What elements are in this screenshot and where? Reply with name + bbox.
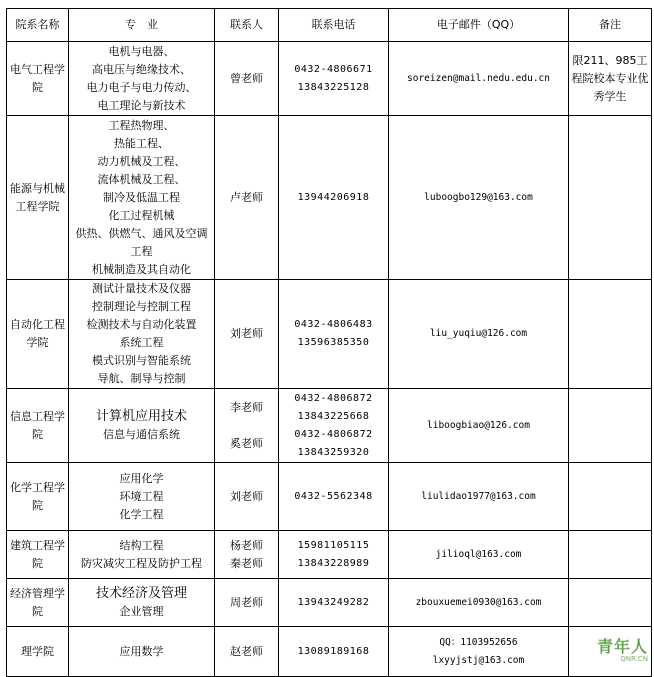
major-item: 电工理论与新技术 [97,98,186,112]
watermark-sub: QNR.CN [620,655,648,663]
note-cell [569,280,652,389]
phone-number: 0432-4806872 [294,392,373,404]
college-name: 经济管理学院 [10,586,65,618]
college-cell [7,116,69,280]
header-major: 专 业 [69,9,215,42]
college-name: 电气工程学院 [10,62,65,94]
contact-cell [215,116,279,280]
contact-name: 李老师 [230,400,263,414]
contact-cell [215,531,279,579]
college-name: 化学工程学院 [10,480,65,512]
note-cell [569,463,652,531]
table-row [7,463,652,531]
table-row [7,531,652,579]
phone-cell [279,42,389,116]
major-item: 导航、制导与控制 [97,372,186,385]
college-name: 理学院 [21,644,54,658]
email-address: zbouxuemei0930@163.com [415,596,542,608]
phone-number: 13843259320 [297,446,370,458]
major-cell [69,627,215,677]
contact-name: 秦老师 [230,556,263,570]
college-name: 信息工程学院 [10,409,65,441]
contact-cell [215,579,279,627]
major-cell [69,280,215,389]
phone-number: 0432-4806483 [294,319,373,330]
phone-number: 0432-4806872 [294,428,373,440]
major-cell [69,531,215,579]
phone-number: 13843228989 [297,557,370,569]
contact-name: 卢老师 [230,190,263,204]
major-item: 检测技术与自动化装置 [86,318,197,331]
major-cell [69,42,215,116]
contact-cell [215,42,279,116]
header-email: 电子邮件（QQ） [389,9,569,42]
table-row [7,42,652,116]
major-cell [69,579,215,627]
major-item: 化学工程 [119,507,164,521]
header-college: 院系名称 [7,9,69,42]
contact-name: 刘老师 [230,327,263,340]
phone-number: 13843225668 [297,410,370,422]
college-cell [7,531,69,579]
table-row [7,389,652,463]
header-contact: 联系人 [215,9,279,42]
note-cell [569,579,652,627]
phone-number: 13843225128 [297,81,370,93]
college-name: 建筑工程学院 [10,538,65,570]
contact-name: 杨老师 [230,538,263,552]
major-item: 制冷及低温工程 [103,190,180,204]
table-row [7,116,652,280]
major-item: 电力电子与电力传动、 [86,80,197,94]
note-cell [569,116,652,280]
college-name: 能源与机械工程学院 [10,181,65,213]
table-row [7,280,652,389]
email-address: luboogbo129@163.com [424,191,533,203]
email-cell [389,579,569,627]
note-cell [569,531,652,579]
major-item: 测试计量技术及仪器 [92,282,191,295]
contact-name: 曾老师 [230,71,263,85]
phone-number: 13944206918 [297,191,370,203]
note-text: 限211、985工程院校本专业优秀学生 [571,53,649,103]
phone-number: 0432-5562348 [294,490,373,502]
college-cell [7,389,69,463]
major-item: 计算机应用技术 [95,408,187,424]
major-item: 流体机械及工程、 [97,172,186,186]
major-item: 电机与电器、 [108,44,175,58]
major-cell [69,463,215,531]
major-item: 热能工程、 [114,136,169,150]
email-address: liboogbiao@126.com [427,419,530,431]
phone-cell [279,579,389,627]
email-address: QQ：1103952656 [439,636,518,648]
phone-cell [279,280,389,389]
contact-cell [215,627,279,677]
major-item: 化工过程机械 [108,208,175,222]
major-item: 工程热物理、 [108,118,175,132]
college-cell [7,42,69,116]
phone-number: 13089189168 [297,645,370,657]
phone-cell [279,463,389,531]
contact-name: 奚老师 [230,436,263,450]
college-cell [7,579,69,627]
phone-number: 13596385350 [297,337,370,348]
major-item: 控制理论与控制工程 [92,300,191,313]
major-cell [69,389,215,463]
major-item: 信息与通信系统 [103,427,180,441]
college-cell [7,280,69,389]
phone-number: 0432-4806671 [294,63,373,75]
header-phone: 联系电话 [279,9,389,42]
contact-name: 周老师 [230,595,263,609]
college-name: 自动化工程学院 [10,318,65,349]
major-item: 企业管理 [119,604,164,618]
email-cell [389,627,569,677]
note-cell [569,42,652,116]
major-cell [69,116,215,280]
contact-cell [215,280,279,389]
phone-cell [279,627,389,677]
major-item: 应用化学 [119,471,164,485]
major-item: 模式识别与智能系统 [92,354,191,367]
watermark-main: 青年人 [596,637,648,656]
major-item: 动力机械及工程、 [97,154,186,168]
table-header-row [7,9,652,42]
email-address: jilioql@163.com [435,548,522,560]
contact-cell [215,463,279,531]
phone-cell [279,116,389,280]
email-address: soreizen@mail.nedu.edu.cn [407,72,550,84]
email-cell [389,280,569,389]
email-cell [389,531,569,579]
email-address: liulidao1977@163.com [421,490,536,502]
email-address: lxyyjstj@163.com [432,654,525,666]
major-item: 结构工程 [119,538,164,552]
major-item: 系统工程 [119,336,164,349]
major-item: 供热、供燃气、通风及空调工程 [75,226,208,258]
major-item: 应用数学 [119,644,164,658]
table-row [7,579,652,627]
college-cell [7,463,69,531]
email-cell [389,463,569,531]
email-address: liu_yuqiu@126.com [429,328,528,339]
email-cell [389,116,569,280]
major-item: 技术经济及管理 [95,585,187,601]
phone-cell [279,389,389,463]
email-cell [389,42,569,116]
contact-name: 赵老师 [230,644,263,658]
note-cell [569,389,652,463]
contact-table [6,8,652,677]
college-cell [7,627,69,677]
header-note: 备注 [569,9,652,42]
contact-cell [215,389,279,463]
table-row [7,627,652,677]
major-item: 环境工程 [119,489,164,503]
phone-number: 13943249282 [297,596,370,608]
major-item: 防灾减灾工程及防护工程 [81,556,202,570]
phone-cell [279,531,389,579]
phone-number: 15981105115 [297,539,370,551]
watermark-logo [597,639,648,663]
email-cell [389,389,569,463]
major-item: 机械制造及其自动化 [92,262,191,276]
major-item: 高电压与绝缘技术、 [92,62,191,76]
contact-name: 刘老师 [230,489,263,503]
